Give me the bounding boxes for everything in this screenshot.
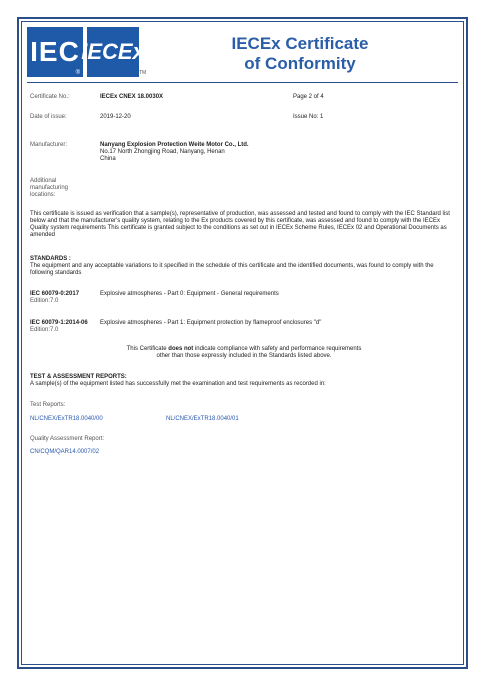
- reports-intro: A sample(s) of the equipment listed has successfully met the examination and test requirements as recorded in:: [30, 381, 326, 387]
- manufacturer-label: Manufacturer:: [30, 142, 68, 148]
- standards-intro: The equipment and any acceptable variations to it specified in the schedule of this certificate and the identified documents, was found to comply with the following standards: [30, 263, 434, 276]
- reports-heading: TEST & ASSESSMENT REPORTS:: [30, 374, 127, 380]
- additional-locations-label-2: manufacturing: [30, 185, 69, 191]
- manufacturer-address-line-2: China: [100, 156, 116, 162]
- manufacturer-address-line-1: No.17 North Zhongjing Road, Nanyang, Henan: [100, 149, 225, 155]
- notice-post: indicate compliance with safety and performance requirements: [193, 346, 362, 352]
- test-report-link[interactable]: NL/CNEX/ExTR18.0040/01: [166, 416, 239, 422]
- iecex-logo-text: IECEx: [81, 39, 145, 64]
- header-divider: [27, 82, 458, 83]
- compliance-notice-line-1: [30, 346, 458, 353]
- additional-locations-label-3: locations:: [30, 192, 56, 198]
- trademark-icon: TM: [139, 70, 147, 76]
- standard-code: IEC 60079-1:2014-06: [30, 320, 88, 326]
- title-line-1: IECEx Certificate: [231, 34, 369, 53]
- date-of-issue: 2019-12-20: [100, 114, 131, 120]
- page-title: [200, 34, 400, 74]
- page-border-inner: [21, 21, 464, 665]
- qar-link[interactable]: CN/CQM/QAR14.0007/02: [30, 449, 100, 455]
- compliance-notice-line-2: other than those expressly included in the Standards listed above.: [156, 353, 332, 359]
- iec-logo: [27, 27, 83, 77]
- qar-label: Quality Assessment Report:: [30, 436, 105, 442]
- certificate-no: IECEx CNEX 18.0030X: [100, 94, 164, 100]
- date-label: Date of issue:: [30, 114, 67, 120]
- iec-logo-text: IEC: [30, 36, 80, 67]
- standard-edition: Edition:7.0: [30, 327, 59, 333]
- verification-statement: This certificate is issued as verification that a sample(s), representative of production, was assessed and tested and found to comply with the IEC Standard list below and that the manufacturer's quality system, relating to the Ex products covered by this certificate, was assessed and found to comply with the IECEx Quality system requirements This certificate is granted subject to the conditions as set out in IECEx Scheme Rules, IECEx 02 and Operational Documents as amended: [30, 211, 450, 238]
- standard-description: Explosive atmospheres - Part 1: Equipment protection by flameproof enclosures "d": [100, 320, 322, 326]
- certificate-no-label: Certificate No.:: [30, 94, 70, 100]
- standard-edition: Edition:7.0: [30, 298, 59, 304]
- standard-description: Explosive atmospheres - Part 0: Equipment - General requirements: [100, 291, 279, 297]
- additional-locations-label-1: Additional: [30, 178, 57, 184]
- title-line-2: of Conformity: [244, 54, 356, 73]
- standards-heading: STANDARDS :: [30, 256, 71, 262]
- test-reports-label: Test Reports:: [30, 402, 66, 408]
- registered-mark-icon: ®: [75, 70, 81, 76]
- issue-number: Issue No: 1: [293, 114, 324, 120]
- standard-code: IEC 60079-0:2017: [30, 291, 80, 297]
- test-report-link[interactable]: NL/CNEX/ExTR18.0040/00: [30, 416, 103, 422]
- page-number: Page 2 of 4: [293, 94, 324, 100]
- manufacturer-name: Nanyang Explosion Protection Weite Motor Co., Ltd.: [100, 142, 249, 148]
- notice-emphasis: does not: [168, 346, 194, 352]
- notice-pre: This Certificate: [126, 346, 169, 352]
